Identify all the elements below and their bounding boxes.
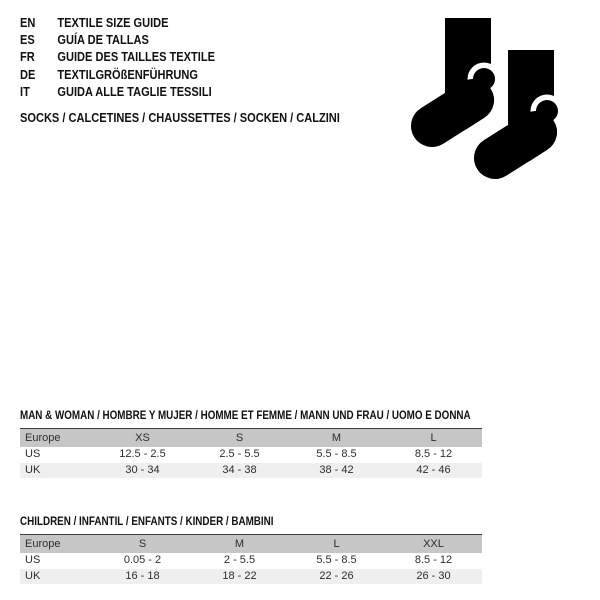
- language-code: IT: [20, 83, 30, 99]
- region-cell: UK: [25, 463, 41, 476]
- sock-shape: [495, 50, 564, 158]
- column-header-size: L: [430, 432, 437, 444]
- column-header-size: XS: [135, 432, 150, 444]
- table-row: [20, 463, 482, 479]
- sock-shape: [432, 18, 501, 126]
- size-cell: 5.5 - 8.5: [316, 448, 357, 460]
- column-header-size: XXL: [423, 538, 444, 550]
- size-cell: 42 - 46: [416, 463, 451, 476]
- language-row-fr: [20, 48, 309, 65]
- column-header-size: S: [138, 538, 147, 550]
- size-cell: 8.5 - 12: [414, 554, 453, 566]
- size-cell: 5.5 - 8.5: [316, 554, 357, 566]
- category-heading: SOCKS / CALCETINES / CHAUSSETTES / SOCKEN / CALZINI: [20, 110, 340, 125]
- size-cell: 16 - 18: [125, 569, 160, 582]
- language-label: GUIDE DES TAILLES TEXTILE: [57, 49, 215, 65]
- size-cell: 26 - 30: [416, 569, 451, 582]
- language-row-en: [20, 14, 309, 31]
- size-cell: 30 - 34: [125, 463, 160, 476]
- table-row: [20, 447, 482, 463]
- language-code: ES: [20, 32, 35, 48]
- table-row: [20, 569, 482, 585]
- size-cell: 34 - 38: [222, 463, 257, 476]
- children-table-title: CHILDREN / INFANTIL / ENFANTS / KINDER / BAMBINI: [20, 514, 274, 528]
- size-cell: 8.5 - 12: [414, 448, 453, 460]
- column-header-size: L: [333, 538, 340, 550]
- table-header-row: [20, 429, 482, 447]
- size-cell: 2 - 5.5: [223, 554, 256, 566]
- region-cell: UK: [25, 569, 41, 582]
- language-row-de: [20, 66, 309, 83]
- size-cell: 2.5 - 5.5: [219, 448, 260, 460]
- column-header-size: S: [235, 432, 244, 444]
- language-row-es: [20, 31, 309, 48]
- size-cell: 22 - 26: [319, 569, 354, 582]
- size-cell: 12.5 - 2.5: [119, 448, 166, 460]
- size-cell: 0.05 - 2: [123, 554, 162, 566]
- language-code: EN: [20, 15, 36, 30]
- table-row: [20, 553, 482, 569]
- region-cell: US: [25, 554, 41, 566]
- language-code: FR: [20, 49, 35, 65]
- region-cell: US: [25, 448, 41, 460]
- size-cell: 18 - 22: [222, 569, 257, 582]
- adults-table-title: MAN & WOMAN / HOMBRE Y MUJER / HOMME ET FEMME / MANN UND FRAU / UOMO E DONNA: [20, 408, 471, 422]
- language-row-it: [20, 83, 309, 100]
- column-header-size: M: [234, 538, 245, 550]
- language-label: GUÍA DE TALLAS: [57, 32, 149, 48]
- column-header-region: Europe: [25, 538, 61, 550]
- column-header-size: M: [331, 432, 342, 444]
- adults-size-table: [20, 428, 482, 478]
- table-header-row: [20, 535, 482, 553]
- socks-icon: [410, 14, 566, 190]
- children-size-table: [20, 534, 482, 584]
- language-list: [20, 14, 309, 100]
- language-label: TEXTILGRÖßENFÜHRUNG: [57, 66, 198, 82]
- size-cell: 38 - 42: [319, 463, 354, 476]
- language-label: GUIDA ALLE TAGLIE TESSILI: [57, 83, 212, 99]
- language-code: DE: [20, 66, 36, 82]
- column-header-region: Europe: [25, 432, 61, 444]
- language-label: TEXTILE SIZE GUIDE: [57, 15, 169, 30]
